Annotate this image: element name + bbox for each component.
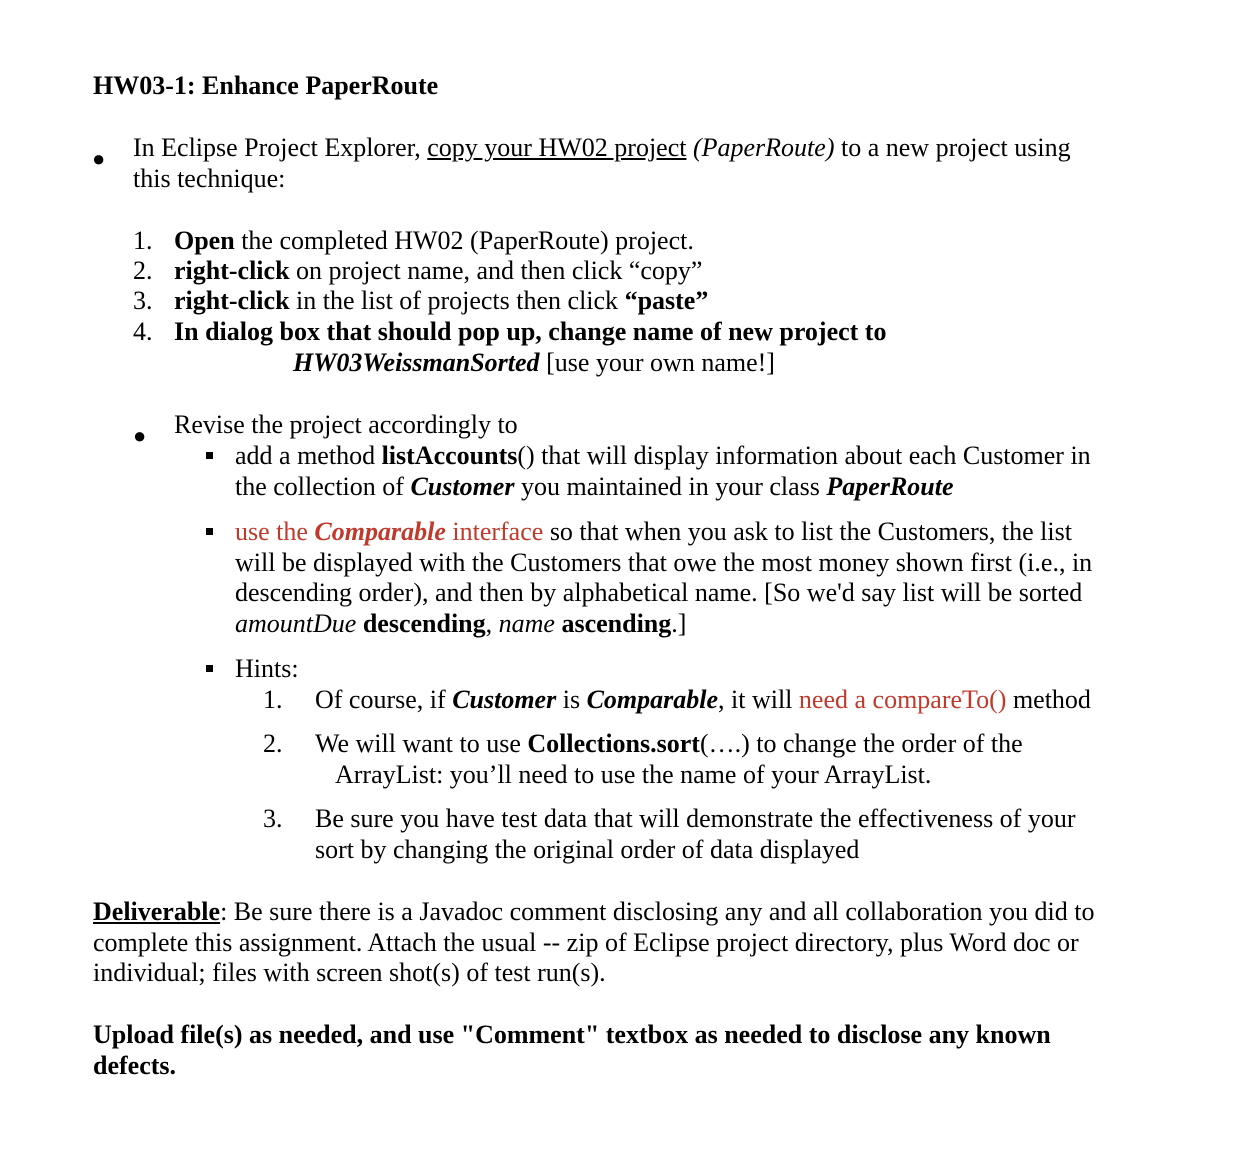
hint-2-line-2: ArrayList: you’ll need to use the name of your ArrayList. — [335, 760, 932, 789]
deliverable-line-2: complete this assignment. Attach the usual -- zip of Eclipse project directory, plus Word doc or — [93, 928, 1079, 957]
step-1 — [174, 225, 694, 256]
hint-3-line-2: sort by changing the original order of data displayed — [315, 835, 860, 864]
sub-bold: ascending — [554, 609, 672, 638]
assignment-title: HW03-1: Enhance PaperRoute — [93, 71, 439, 100]
sub-text: add a method — [235, 441, 382, 470]
hint-number: 2. — [263, 729, 283, 758]
step-3 — [174, 285, 708, 316]
sub-bold: listAccounts — [381, 441, 518, 470]
hint-text: Of course, if — [315, 685, 453, 714]
intro-italic-text: (PaperRoute) — [692, 133, 835, 162]
deliverable-label: Deliverable — [93, 897, 221, 926]
step-text: in the list of projects then click — [289, 286, 625, 315]
step-2 — [174, 255, 702, 286]
intro-line-2: this technique: — [133, 164, 286, 193]
deliverable-line-1 — [93, 896, 1094, 927]
intro-text: In Eclipse Project Explorer, — [133, 133, 428, 162]
step-4: In dialog box that should pop up, change name of new project to — [174, 317, 887, 346]
deliverable-text: : Be sure there is a Javadoc comment disclosing any and all collaboration you did to — [220, 897, 1095, 926]
sub-text: .] — [671, 609, 687, 638]
hint-bold-italic: Comparable — [586, 685, 719, 714]
red-text: use the — [235, 517, 315, 546]
upload-line-1: Upload file(s) as needed, and use "Comment" textbox as needed to disclose any known — [93, 1020, 1051, 1049]
hint-bold: Collections.sort — [527, 729, 700, 758]
hint-text: , it will — [718, 685, 799, 714]
sub-bullet-2-line-4 — [235, 608, 686, 639]
square-bullet-icon — [206, 528, 213, 535]
step-number: 3. — [133, 286, 153, 315]
hint-text: (….) to change the order of the — [699, 729, 1023, 758]
square-bullet-icon — [206, 665, 213, 672]
step-bold: Open — [174, 226, 235, 255]
sub-bold: descending — [356, 609, 486, 638]
hint-number: 1. — [263, 685, 283, 714]
sub-text: () that will display information about each Customer in — [517, 441, 1091, 470]
sub-bullet-2-line-3: descending order), and then by alphabetical name. [So we'd say list will be sorted — [235, 578, 1083, 607]
intro-text-end: to a new project using — [834, 133, 1071, 162]
sub-text: , — [485, 609, 499, 638]
red-text: interface — [445, 517, 544, 546]
step-bold: right-click — [174, 286, 290, 315]
hint-text: We will want to use — [315, 729, 528, 758]
hint-text: method — [1006, 685, 1091, 714]
sub-bullet-1-line-1 — [235, 440, 1091, 471]
bullet-dot-icon: ● — [92, 146, 106, 171]
step-4-line-2 — [293, 347, 775, 378]
revise-lead: Revise the project accordingly to — [174, 410, 518, 439]
hint-bold-italic: Customer — [452, 685, 557, 714]
step-text: the completed HW02 (PaperRoute) project. — [234, 226, 694, 255]
step-number: 1. — [133, 226, 153, 255]
sub-bullet-1-line-2 — [235, 471, 954, 502]
intro-line-1 — [133, 132, 1071, 163]
hint-text: is — [556, 685, 587, 714]
hint-1 — [315, 684, 1091, 715]
red-bold-italic: Comparable — [314, 517, 446, 546]
upload-line-2: defects. — [93, 1051, 177, 1080]
hint-number: 3. — [263, 804, 283, 833]
hint-3: Be sure you have test data that will demonstrate the effectiveness of your — [315, 804, 1076, 833]
sub-bold-italic: Customer — [410, 472, 515, 501]
square-bullet-icon — [206, 452, 213, 459]
intro-underlined-text: copy your HW02 project — [427, 133, 687, 162]
sub-text: so that when you ask to list the Customers, the list — [543, 517, 1072, 546]
step-number: 2. — [133, 256, 153, 285]
step-text: [use your own name!] — [539, 348, 775, 377]
bullet-dot-icon: ● — [133, 423, 147, 448]
red-text: need a compareTo() — [798, 685, 1007, 714]
hint-2 — [315, 728, 1023, 759]
sub-text: you maintained in your class — [514, 472, 827, 501]
step-bold: right-click — [174, 256, 290, 285]
sub-bold-italic: PaperRoute — [826, 472, 954, 501]
sub-italic: amountDue — [235, 609, 357, 638]
step-number: 4. — [133, 317, 153, 346]
sub-bullet-2-line-1 — [235, 516, 1072, 547]
hints-label: Hints: — [235, 654, 299, 683]
project-name-text: HW03WeissmanSorted — [293, 348, 540, 377]
sub-text: the collection of — [235, 472, 411, 501]
step-text: on project name, and then click “copy” — [289, 256, 703, 285]
step-bold: “paste” — [624, 286, 709, 315]
deliverable-line-3: individual; files with screen shot(s) of test run(s). — [93, 958, 606, 987]
sub-italic: name — [498, 609, 555, 638]
sub-bullet-2-line-2: will be displayed with the Customers that owe the most money shown first (i.e., in — [235, 548, 1093, 577]
